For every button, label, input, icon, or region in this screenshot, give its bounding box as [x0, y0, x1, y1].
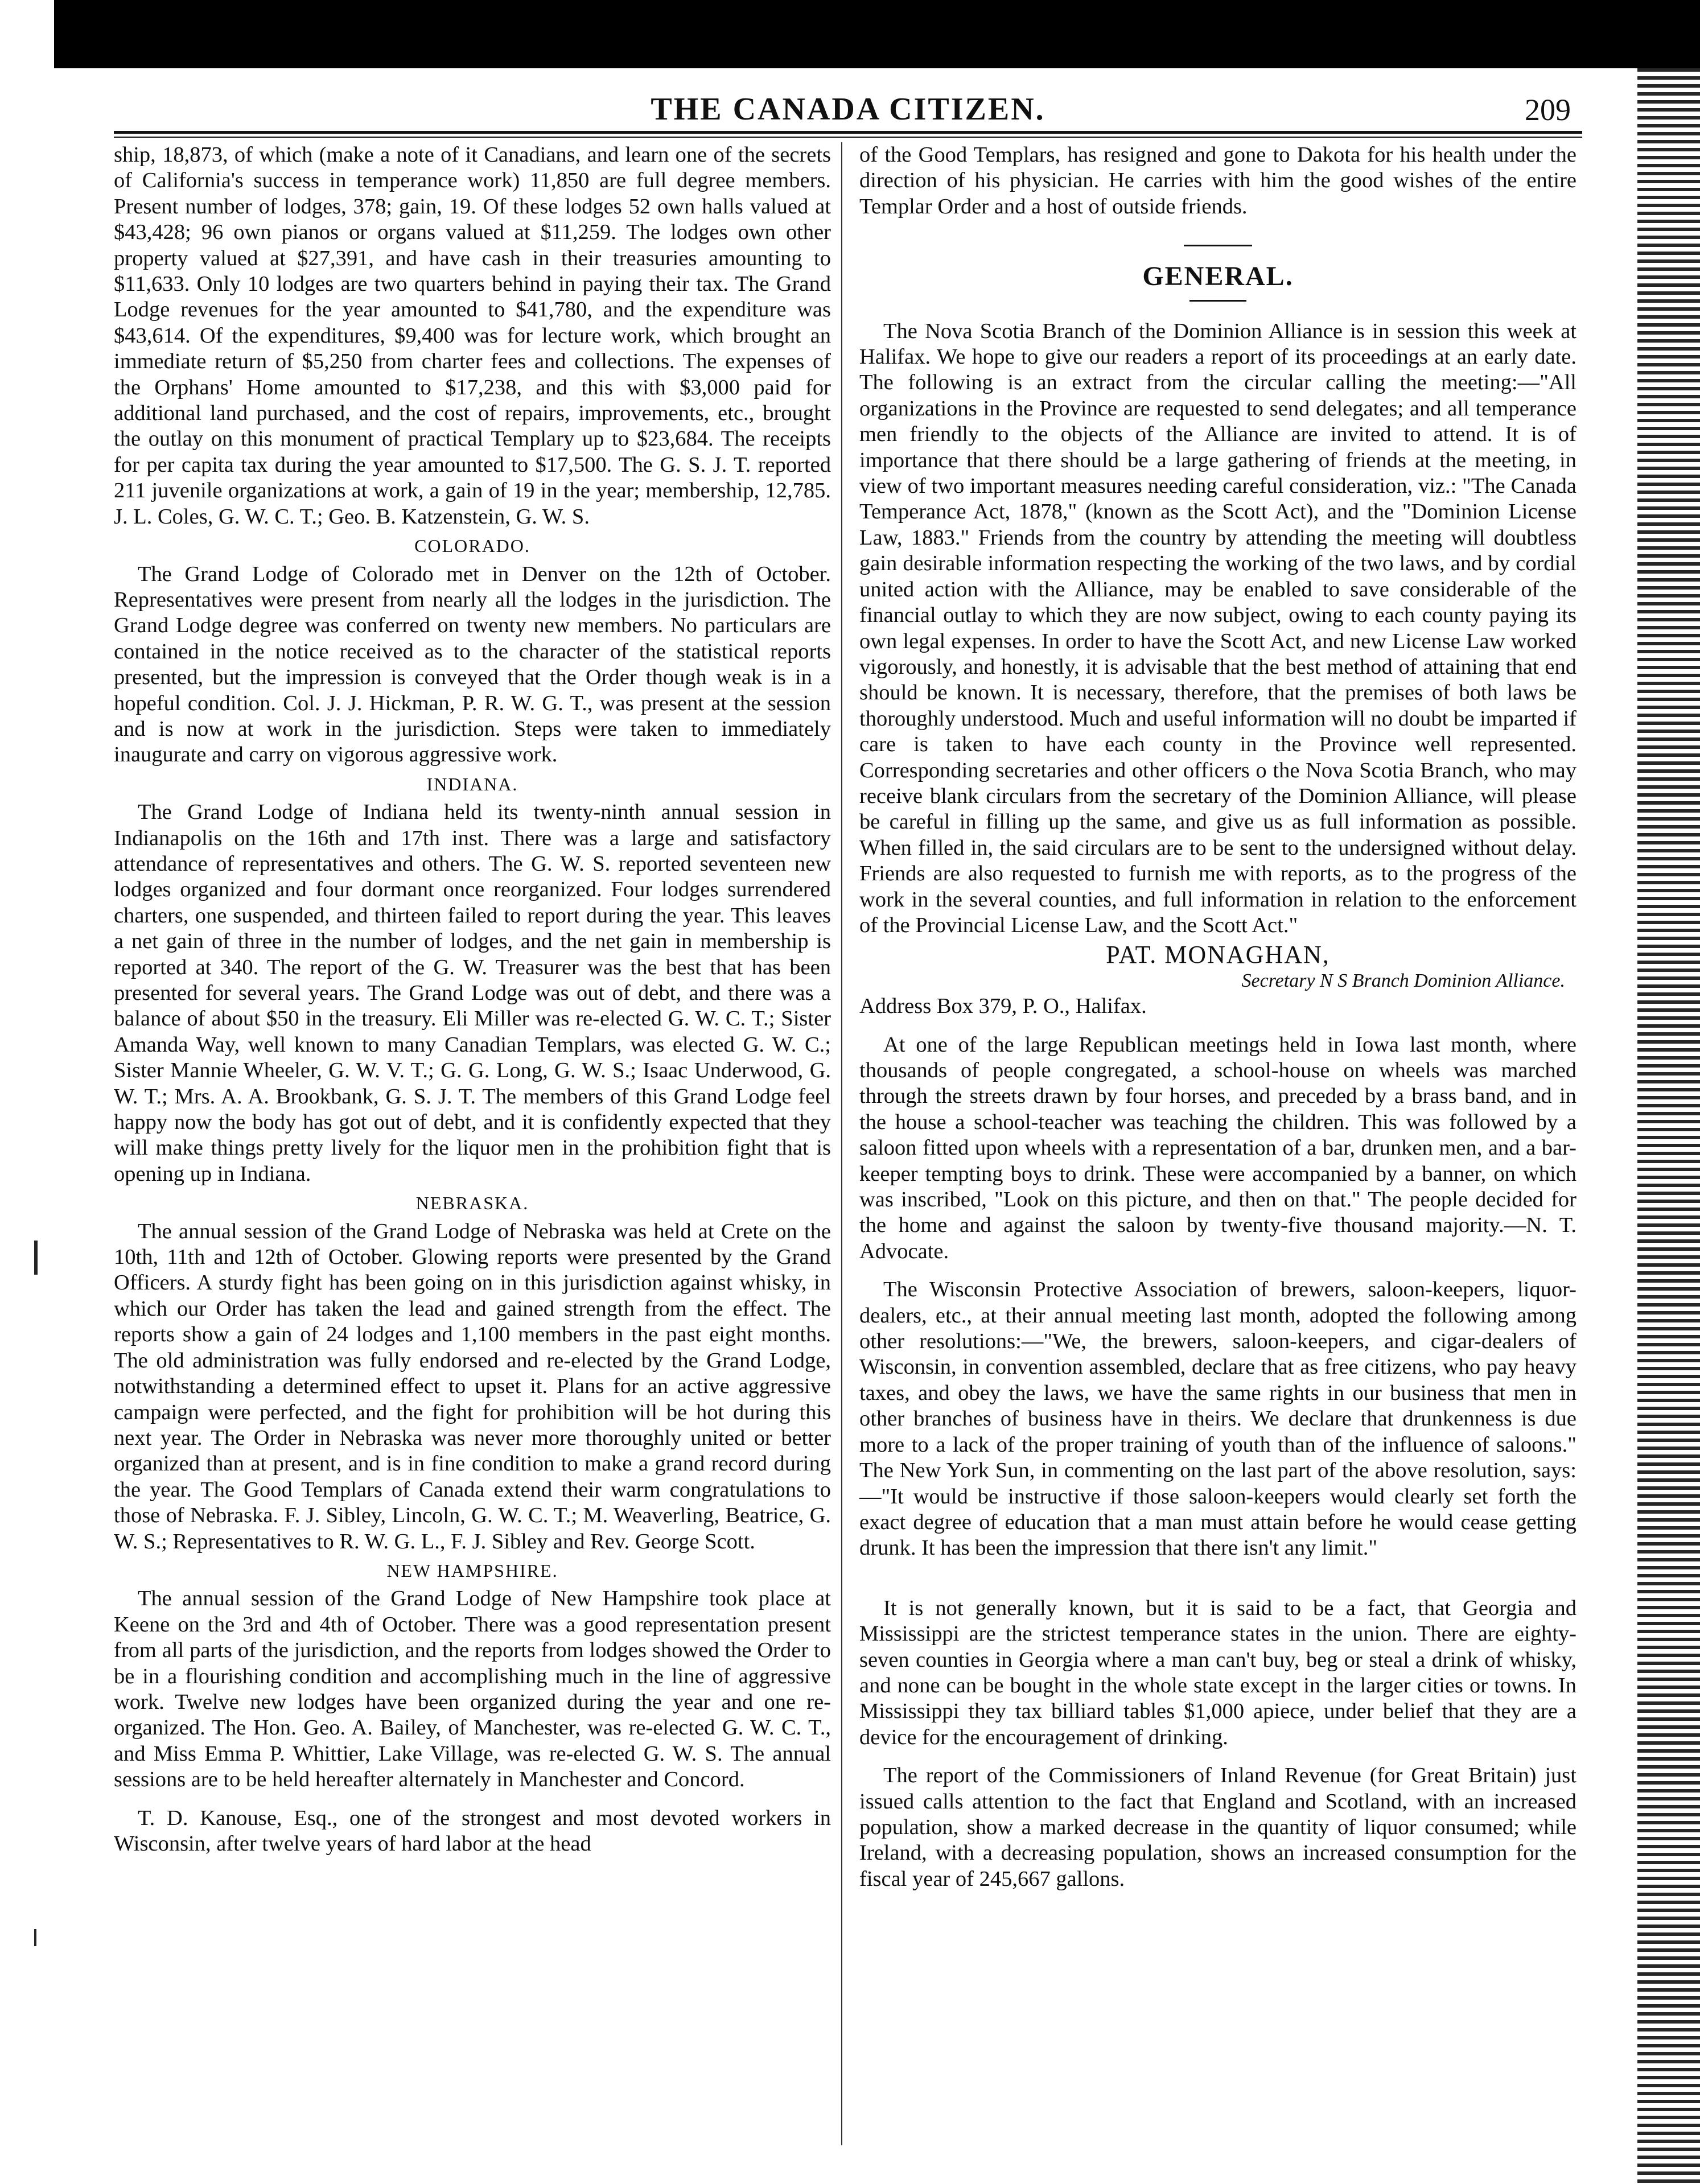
- column-divider: [841, 142, 842, 2145]
- scan-margin-mark: [34, 1241, 38, 1275]
- paragraph-wisconsin: The Wisconsin Protective Association of brewers, saloon-keepers, liquor-dealers, etc., at their annual meeting last month, adopted the following among other resolutions:—"We, the brewers, saloon-keepers, and cigar-dealers of Wisconsin, in convention assembled, declare that as free citizens, who pay heavy taxes, and obey the laws, we have the same rights in our business that men in other branches of business have in theirs. We declare that drunkenness is due more to a lack of the proper training of youth than of the influence of saloons." The New York Sun, in commenting on the last part of the above resolution, says:—"It would be instructive if those saloon-keepers would clearly set forth the exact degree of education that a man must attain before he would cease getting drunk. It has been the impression that there isn't any limit.": [859, 1278, 1576, 1560]
- paragraph-nova-scotia: The Nova Scotia Branch of the Dominion Alliance is in session this week at Halifax. We hope to give our readers a report of its proceedings at an early date. The following is an extract from the circular calling the meeting:—"All organizations in the Province are requested to send delegates; and all temperance men friendly to the objects of the Alliance are invited to attend. It is of importance that there should be a large gathering of friends at the meeting, in view of two important measures needing careful consideration, viz.: "The Canada Temperance Act, 1878," (known as the Scott Act), and the "Dominion License Law, 1883." Friends from the country by attending the meeting will doubtless gain desirable information respecting the working of the two laws, and by cordial united action with the Alliance, may be enabled to save considerable of the financial outlay to which they are now subject, owing to each county paying its own legal expenses. In order to have the Scott Act, and new License Law worked vigorously, and honestly, it is advisable that the best method of attaining that end should be known. It is necessary, therefore, that the premises of both laws be thoroughly understood. Much and useful information will no doubt be imparted if care is taken to have each county in the Province well represented. Corresponding secretaries and other officers o the Nova Scotia Branch, who may receive blank circulars from the secretary of the Dominion Alliance, will please be careful in filling up the same, and give us as full information as possible. When filled in, the said circulars are to be sent to the undersigned without delay. Friends are also requested to furnish me with reports, as to the progress of the work in the several counties, and full information in relation to the enforcement of the Provincial License Law, and the Scott Act.": [859, 319, 1576, 937]
- paragraph-georgia: It is not generally known, but it is said to be a fact, that Georgia and Mississippi are the strictest temperance states in the union. There are eighty-seven counties in Georgia where a man can't buy, beg or steal a drink of whisky, and none can be bought in the whole state except in the larger cities or towns. In Mississippi they tax billiard tables $1,000 apiece, under belief that they are a device for the encouragement of drinking.: [859, 1596, 1576, 1749]
- paragraph-iowa: At one of the large Republican meetings held in Iowa last month, where thousands of people congregated, a school-house on wheels was marched through the streets drawn by four horses, and preceded by a brass band, and in the house a school-teacher was teaching the children. This was followed by a saloon fitted upon wheels with a representation of a bar, drunken men, and a bar-keeper tempting boys to drink. These were accompanied by a banner, on which was inscribed, "Look on this picture, and then on that." The people decided for the home and against the saloon by twenty-five thousand majority.—N. T. Advocate.: [859, 1032, 1576, 1263]
- paragraph-gap: [859, 1561, 1576, 1596]
- paragraph-colorado: The Grand Lodge of Colorado met in Denver on the 12th of October. Representatives were present from nearly all the lodges in the jurisdiction. The Grand Lodge degree was conferred on twenty new members. No particulars are contained in the notice received as to the character of the statistical reports presented, but the impression is conveyed that the Order though weak is in a hopeful condition. Col. J. J. Hickman, P. R. W. G. T., was present at the session and is now at work in the jurisdiction. Steps were taken to immediately inaugurate and carry on vigorous aggressive work.: [114, 562, 831, 767]
- section-heading-general: GENERAL.: [1142, 261, 1294, 292]
- scan-top-band: [54, 0, 1700, 68]
- left-column: [114, 142, 831, 1857]
- scan-right-edge: [1637, 68, 1700, 2184]
- section-heading-colorado: COLORADO.: [414, 535, 530, 557]
- right-column: [859, 142, 1576, 1892]
- header-rule-thin: [114, 137, 1582, 138]
- paragraph-kanouse-cont: of the Good Templars, has resigned and gone to Dakota for his health under the direction of his physician. He carries with him the good wishes of the entire Templar Order and a host of outside friends.: [859, 143, 1576, 219]
- page-number: 209: [1525, 93, 1571, 127]
- paragraph-nebraska: The annual session of the Grand Lodge of Nebraska was held at Crete on the 10th, 11th and 12th of October. Glowing reports were presented by the Grand Officers. A sturdy fight has been going on in this jurisdiction against whisky, in which our Order has taken the lead and gained strength from the effect. The reports show a gain of 24 lodges and 1,100 members in the past eight months. The old administration was fully endorsed and re-elected by the Grand Lodge, notwithstanding a determined effect to upset it. Plans for an active aggressive campaign were perfected, and the fight for prohibition will be hot during this next year. The Order in Nebraska was never more thoroughly united or better organized than at present, and is in fine condition to make a grand record during the year. The Good Templars of Canada extend their warm congratulations to those of Nebraska. F. J. Sibley, Lincoln, G. W. C. T.; M. Weaverling, Beatrice, G. W. S.; Representatives to R. W. G. L., F. J. Sibley and Rev. George Scott.: [114, 1219, 831, 1553]
- header-rule: [114, 131, 1582, 134]
- scan-margin-mark: [34, 1929, 36, 1946]
- paragraph-new-hampshire: The annual session of the Grand Lodge of New Hampshire took place at Keene on the 3rd and 4th of October. There was a good representation present from all parts of the jurisdiction, and the reports from lodges showed the Order to be in a flourishing condition and accomplishing much in the line of aggressive work. Twelve new lodges have been organized during the year and one re-organized. The Hon. Geo. A. Bailey, of Manchester, was re-elected G. W. C. T., and Miss Emma P. Whittier, Lake Village, was re-elected G. W. S. The annual sessions are to be held hereafter alternately in Manchester and Concord.: [114, 1587, 831, 1792]
- section-heading-new-hampshire: NEW HAMPSHIRE.: [386, 1560, 558, 1581]
- section-rule: [1189, 300, 1246, 302]
- section-heading-indiana: INDIANA.: [426, 773, 518, 794]
- section-heading-nebraska: NEBRASKA.: [415, 1193, 529, 1214]
- page-header: [114, 85, 1582, 131]
- paragraph-indiana: The Grand Lodge of Indiana held its twenty-ninth annual session in Indianapolis on the 16th and 17th inst. There was a large and satisfactory attendance of representatives and others. The G. W. S. reported seventeen new lodges organized and four dormant once reorganized. Four lodges surrendered charters, one suspended, and thirteen failed to report during the year. This leaves a net gain of three in the number of lodges, and the net gain in membership is reported at 340. The report of the G. W. Treasurer was the best that has been presented for several years. The Grand Lodge was out of debt, and there was a balance of about $50 in the treasury. Eli Miller was re-elected G. W. C. T.; Sister Amanda Way, well known to many Canadian Templars, was elected G. W. C.; Sister Mannie Wheeler, G. W. V. T.; G. G. Long, G. W. S.; Isaac Underwood, G. W. T.; Mrs. A. A. Brookbank, G. S. J. T. The members of this Grand Lodge feel happy now the body has got out of debt, and it is confidently expected that they will make things pretty lively for the liquor men in the prohibition fight that is opening up in Indiana.: [114, 800, 831, 1186]
- signature-address: Address Box 379, P. O., Halifax.: [859, 994, 1147, 1019]
- paragraph-california-cont: ship, 18,873, of which (make a note of it Canadians, and learn one of the secrets of California's success in temperance work) 11,850 are full degree members. Present number of lodges, 378; gain, 19. Of these lodges 52 own halls valued at $43,428; 96 own pianos or organs valued at $11,259. The lodges own other property valued at $27,391, and have cash in their treasuries amounting to $11,633. Only 10 lodges are two quarters behind in paying their tax. The Grand Lodge revenues for the year amounted to $41,780, and the expenditure was $43,614. Of the expenditures, $9,400 was for lecture work, which brought an immediate return of $5,250 from charter fees and collections. The expenses of the Orphans' Home amounted to $17,238, and this with $3,000 paid for additional land purchased, and the cost of repairs, improvements, etc., brought the outlay on this monument of practical Templary up to $23,684. The receipts for per capita tax during the year amounted to $17,500. The G. S. J. T. reported 211 juvenile organizations at work, a gain of 19 in the year; membership, 12,785. J. L. Coles, G. W. C. T.; Geo. B. Katzenstein, G. W. S.: [114, 143, 831, 529]
- signature-name: PAT. MONAGHAN,: [1106, 941, 1330, 969]
- masthead-title: THE CANADA CITIZEN.: [651, 92, 1045, 127]
- paragraph-kanouse: T. D. Kanouse, Esq., one of the strongest and most devoted workers in Wisconsin, after twelve years of hard labor at the head: [114, 1806, 831, 1856]
- signature-title: Secretary N S Branch Dominion Alliance.: [1241, 970, 1565, 991]
- section-rule: [1184, 245, 1252, 246]
- paragraph-inland-revenue: The report of the Commissioners of Inland Revenue (for Great Britain) just issued calls attention to the fact that England and Scotland, with an increased population, show a marked decrease in the quantity of liquor consumed; while Ireland, with a decreasing population, shows an increased consumption for the fiscal year of 245,667 gallons.: [859, 1763, 1576, 1891]
